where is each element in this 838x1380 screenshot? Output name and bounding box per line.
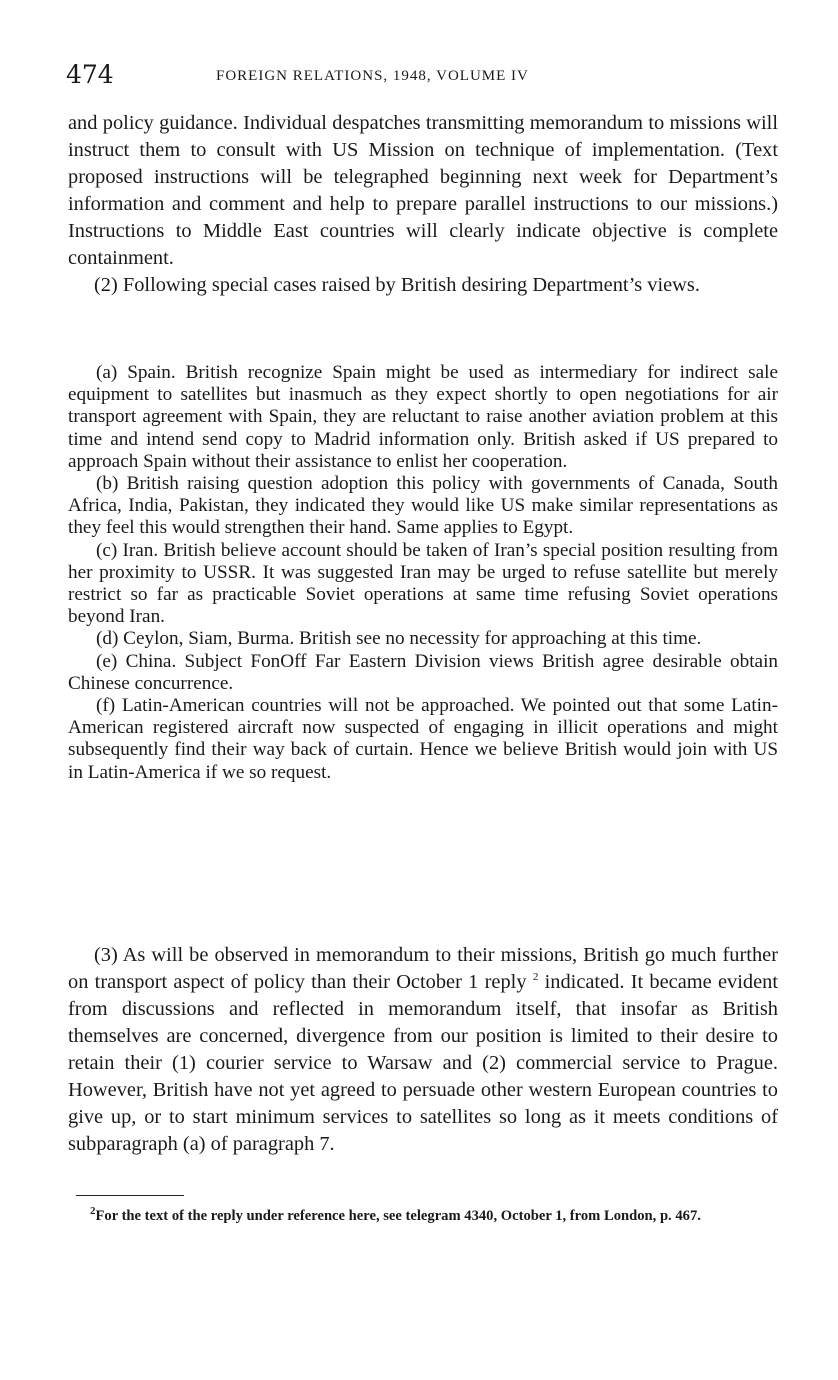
footnote-text: For the text of the reply under reference here, see telegram 4340, October 1, from London, p. 467.	[95, 1208, 701, 1224]
main-text-top	[68, 110, 778, 299]
subparagraph-f-latin-america: (f) Latin-American countries will not be approached. We pointed out that some Latin-American registered aircraft now suspected of engaging in illicit operations and might subsequently find their way back of curtain. Hence we believe British would join with US in Latin-America if we so request.	[68, 695, 778, 783]
subparagraph-e-china: (e) China. Subject FonOff Far Eastern Division views British agree desirable obtain Chinese concurrence.	[68, 650, 778, 694]
subparagraph-c-iran: (c) Iran. British believe account should be taken of Iran’s special position resulting from her proximity to USSR. It was suggested Iran may be urged to refuse satellite but merely restrict so far as practicable Soviet operations at same time refusing Soviet operations beyond Iran.	[68, 539, 778, 628]
paragraph-3-rest: indicated. It became evident from discussions and reflected in memorandum itself, that insofar as British themselves are concerned, divergence from our position is limited to their desire to retain their (1) courier service to Warsaw and (2) commercial service to Prague. However, British have not yet agreed to persuade other western European countries to give up, or to start minimum services to satellites so long as it meets conditions of subparagraph (a) of paragraph 7.	[68, 971, 778, 1155]
page-header	[66, 60, 778, 96]
main-text-bottom	[68, 942, 778, 1158]
paragraph-2: (2) Following special cases raised by British desiring Department’s views.	[94, 274, 700, 296]
paragraph-continuation: and policy guidance. Individual despatches transmitting memorandum to missions will instruct them to consult with US Mission on technique of implementation. (Text proposed instructions will be telegraphed beginning next week for Department’s information and comment and help to prepare parallel instructions to our missions.) Instructions to Middle East countries will clearly indicate objective is complete containment.	[68, 112, 778, 269]
footnote-reference[interactable]: 2	[532, 971, 539, 984]
footnote	[76, 1206, 780, 1226]
subparagraph-b-commonwealth: (b) British raising question adoption this policy with governments of Canada, South Africa, India, Pakistan, they indicated they would like US make similar representations as they feel this would strengthen their hand. Same applies to Egypt.	[68, 473, 778, 539]
subparagraph-a-spain: (a) Spain. British recognize Spain might be used as intermediary for indirect sale equipment to satellites but inasmuch as they expect shortly to open negotiations for air transport agreement with Spain, they are reluctant to raise another aviation problem at this time and intend send copy to Madrid information only. British asked if US prepared to approach Spain without their assistance to enlist her cooperation.	[68, 362, 778, 472]
running-title: FOREIGN RELATIONS, 1948, VOLUME IV	[216, 68, 529, 84]
special-cases-block	[68, 362, 778, 784]
page-number: 474	[66, 60, 114, 89]
footnote-rule	[76, 1195, 184, 1196]
footnote-mark: 2	[90, 1205, 96, 1218]
paragraph-3	[68, 942, 778, 1158]
subparagraph-d-ceylon-siam-burma: (d) Ceylon, Siam, Burma. British see no necessity for approaching at this time.	[96, 628, 702, 650]
paragraph-3-start: (3) As will be observed in memorandum to their missions, British go much further on transport aspect of policy than their October 1 reply	[68, 944, 778, 993]
